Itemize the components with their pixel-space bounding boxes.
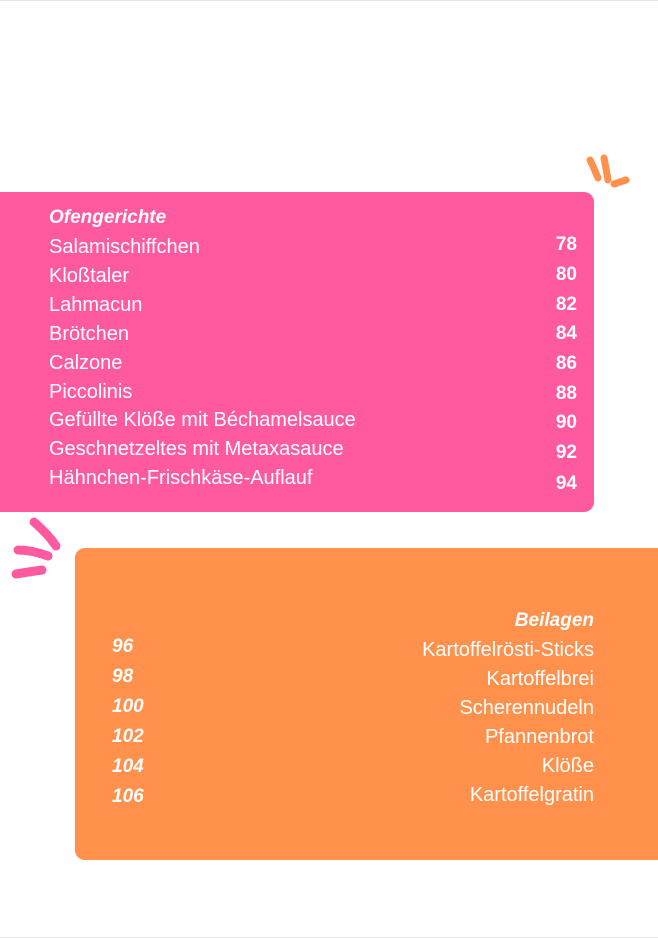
toc-item-label: Calzone (49, 352, 123, 374)
toc-item-page: 78 (555, 234, 577, 255)
sparkle-orange-icon (582, 154, 632, 194)
toc-item-label: Kartoffelgratin (469, 784, 594, 806)
toc-item-label: Kartoffelrösti-Sticks (422, 639, 594, 661)
toc-item-page: 106 (112, 786, 144, 807)
toc-item-page: 94 (555, 473, 577, 494)
toc-item-page: 82 (555, 294, 577, 315)
toc-item-page: 102 (112, 726, 144, 747)
ofengerichte-heading: Ofengerichte (49, 207, 167, 228)
toc-item-page: 104 (112, 756, 144, 777)
toc-item-label: Klöße (541, 755, 594, 777)
toc-item-label: Kloßtaler (49, 265, 130, 287)
toc-item-label: Gefüllte Klöße mit Béchamelsauce (49, 409, 356, 431)
toc-item-page: 100 (112, 696, 144, 717)
toc-item-label: Scherennudeln (459, 697, 594, 719)
toc-item-label: Pfannenbrot (485, 726, 594, 748)
toc-item-page: 90 (555, 412, 577, 433)
toc-item-page: 88 (555, 383, 577, 404)
toc-item-label: Geschnetzeltes mit Metaxasauce (49, 438, 344, 460)
toc-item-page: 80 (555, 264, 577, 285)
sparkle-pink-icon (8, 514, 66, 582)
toc-item-label: Salamischiffchen (49, 236, 200, 258)
toc-item-page: 86 (555, 353, 577, 374)
toc-item-page: 84 (555, 323, 577, 344)
toc-item-label: Hähnchen-Frischkäse-Auflauf (49, 467, 313, 489)
beilagen-heading: Beilagen (514, 610, 594, 631)
toc-item-label: Piccolinis (49, 381, 133, 403)
toc-item-page: 92 (555, 442, 577, 463)
toc-item-label: Kartoffelbrei (486, 668, 594, 690)
toc-item-page: 96 (112, 636, 134, 657)
toc-item-label: Lahmacun (49, 294, 143, 316)
toc-item-label: Brötchen (49, 323, 130, 345)
toc-item-page: 98 (112, 666, 134, 687)
